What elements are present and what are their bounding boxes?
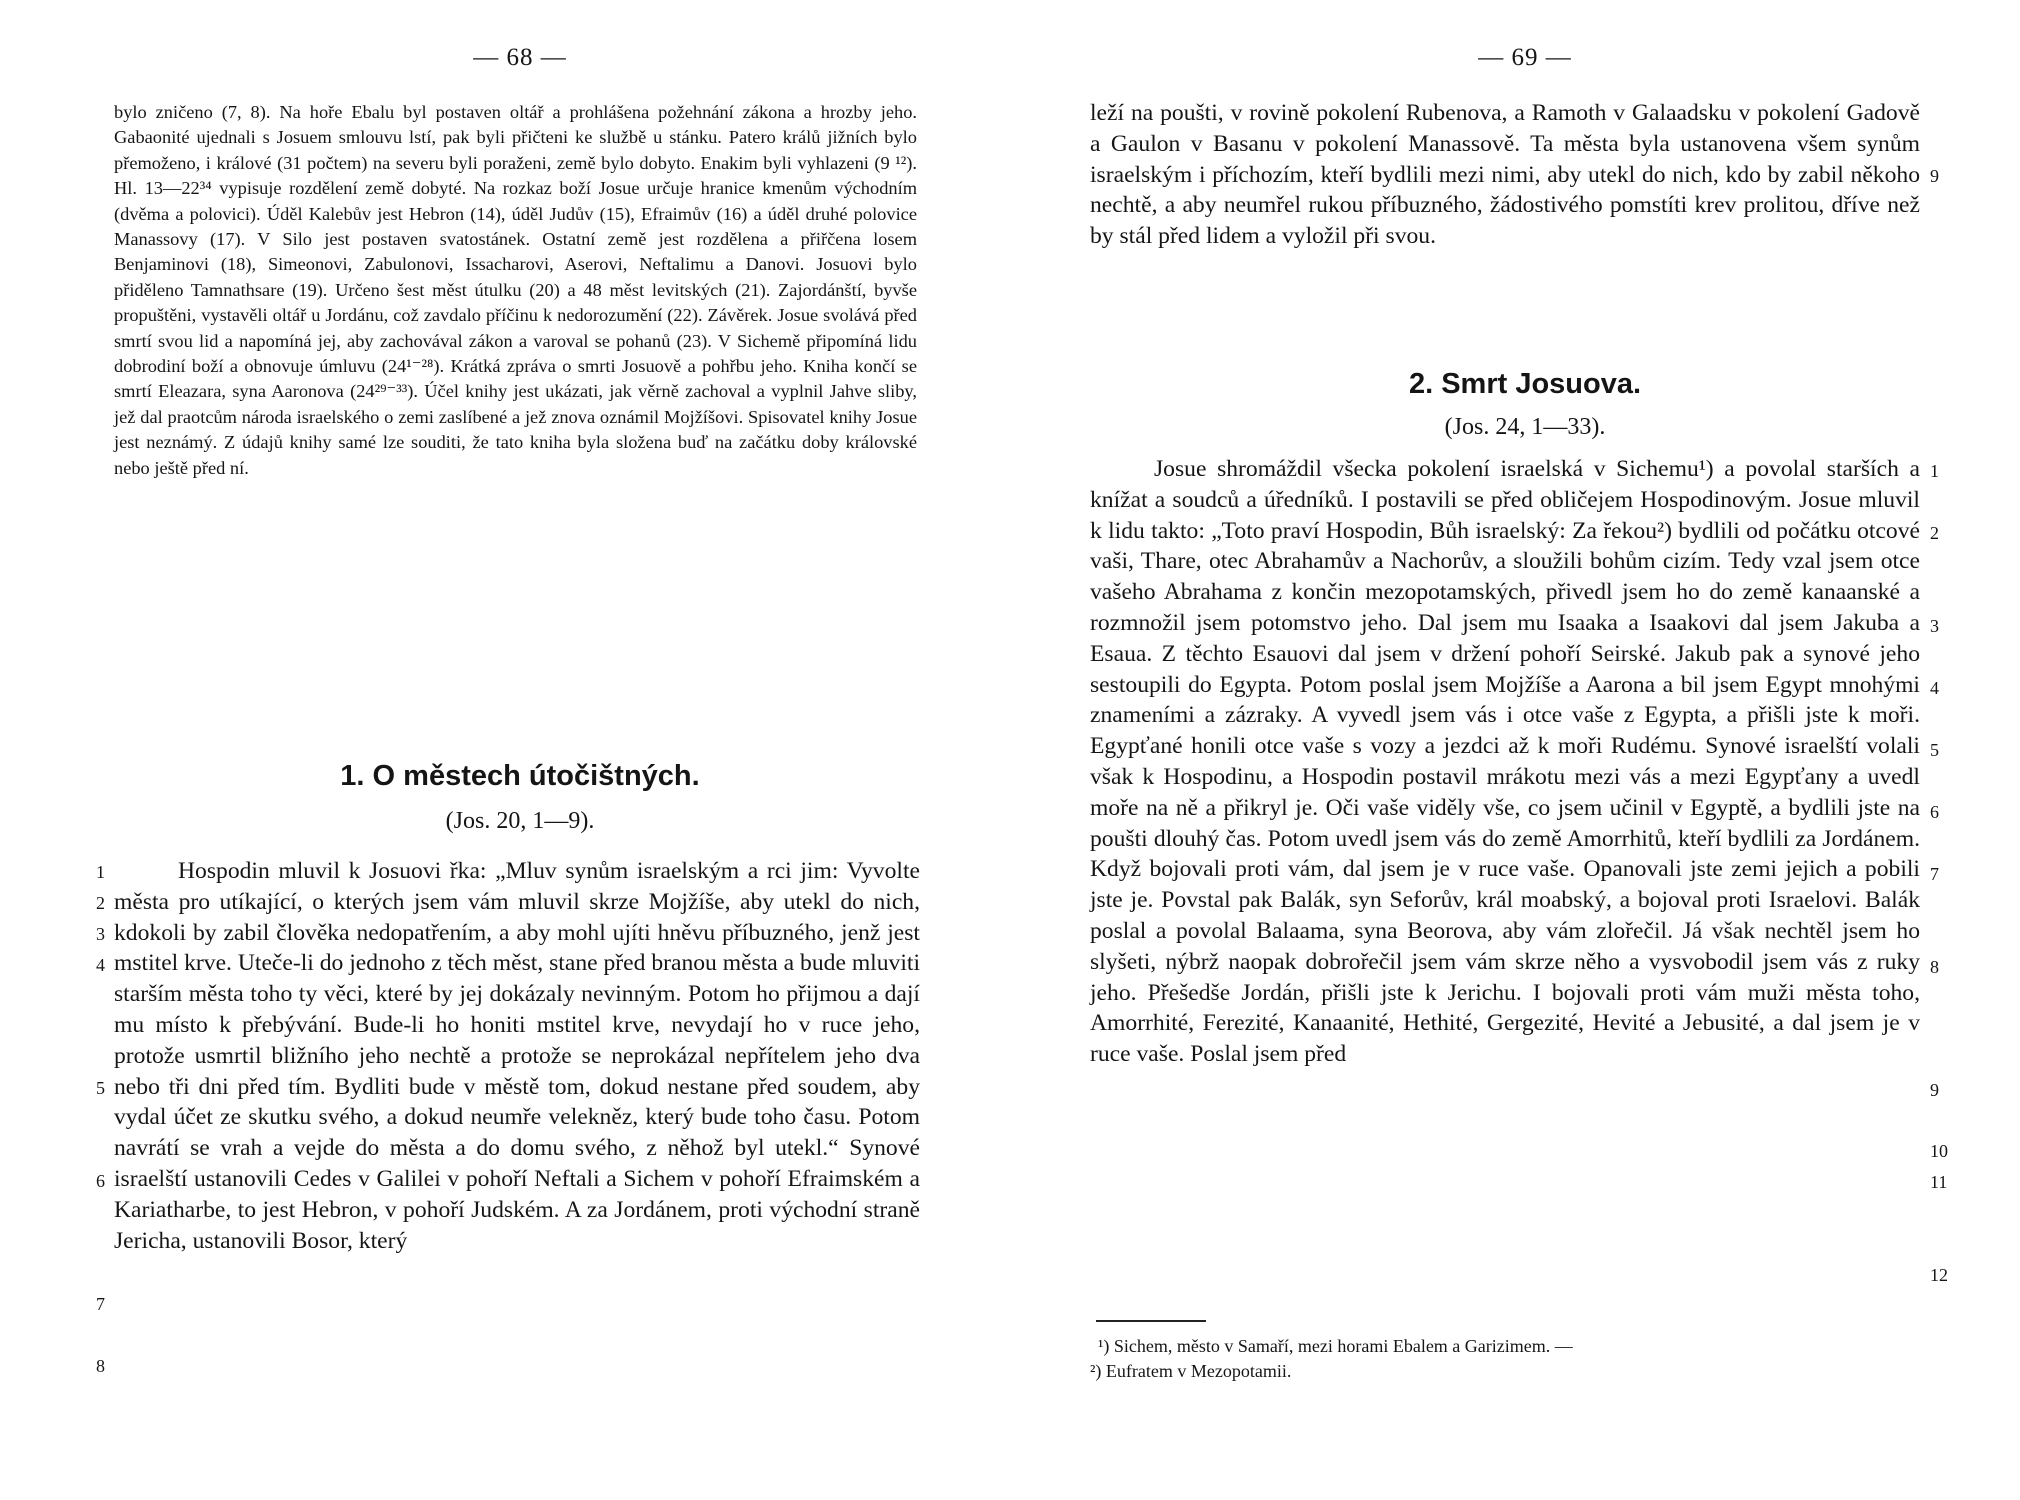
page-number: — 69 — [1478, 44, 1572, 71]
verse-number: 3 [96, 924, 105, 944]
verse-number: 4 [96, 955, 105, 975]
verse-number: 7 [96, 1294, 105, 1314]
chapter-text [1090, 454, 1920, 1070]
chapter-text-content: Josue shromáždil všecka pokolení israelská v Sichemu¹) a povolal starších a knížat a soudců a úředníků. I postavili se před obličejem Hospodinovým. Josue mluvil k lidu takto: „Toto praví Hospodin, Bůh israelský: Za řekou²) bydlili od počátku otcové vaši, Thare, otec Abrahamův a Nachorův, a sloužili bohům cizím. Tedy vzal jsem otce vašeho Abrahama z končin mezopotamských, přivedl jsem ho do země kanaanské a rozmnožil jsem potomstvo jeho. Dal jsem mu Isaaka a Isaakovi dal jsem Jakuba a Esaua. Z těchto Esauovi dal jsem v držení pohoří Seirské. Jakub pak a synové jeho sestoupili do Egypta. Potom poslal jsem Mojžíše a Aarona a bil jsem Egypt mnohými znameními a zázraky. A vyvedl jsem vás i otce vaše z Egypta, a přišli jste k moři. Egypťané honili otce vaše s vozy a jezdci až k moři Rudému. Synové israelští volali však k Hospodinu, a Hospodin postavil mrákotu mezi vás a mezi Egypťany a uvedl moře na ně a přikryl je. Oči vaše viděly vše, co jsem učinil v Egyptě, a bydlili jste na poušti dlouhý čas. Potom uvedl jsem vás do země Amorrhitů, kteří bydlili za Jordánem. Když bojovali proti vám, dal jsem je v ruce vaše. Opanovali jste zemi jejich a pobili jste je. Povstal pak Balák, syn Seforův, král moabský, a bojoval proti Israelovi. Balák poslal a povolal Balaama, syna Beorova, aby vám zlořečil. Já však nechtěl jsem ho slyšeti, nýbrž naopak dobrořečil jsem vám skrze něho a vysvobodil jsem vás z ruky jeho. Přešedše Jordán, přišli jste k Jerichu. I bojovali proti vám muži města toho, Amorrhité, Ferezité, Kanaanité, Hethité, Gergezité, Hevité a Jebusité, a dal jsem je v ruce vaše. Poslal jsem před [1090, 456, 1920, 1068]
verse-number: 4 [1930, 678, 1939, 698]
verse-number: 8 [1930, 957, 1939, 977]
chapter-reference: (Jos. 24, 1—33). [1444, 414, 1606, 440]
verse-number: 10 [1930, 1141, 1948, 1161]
verse-number: 2 [96, 893, 105, 913]
verse-number: 9 [1930, 166, 1939, 186]
chapter-reference: (Jos. 20, 1—9). [445, 808, 595, 834]
footnote: ¹) Sichem, město v Samaří, mezi horami Ebalem a Garizimem. — [1098, 1336, 1573, 1356]
chapter-text [114, 856, 920, 1256]
verse-number: 6 [1930, 802, 1939, 822]
chapter-title: 2. Smrt Josuova. [1408, 368, 1642, 400]
right-page [1090, 0, 1960, 1500]
verse-number: 5 [96, 1078, 105, 1098]
verse-number: 5 [1930, 740, 1939, 760]
verse-number: 2 [1930, 523, 1939, 543]
footnote-rule [1096, 1320, 1206, 1322]
verse-number: 6 [96, 1171, 105, 1191]
verse-number: 1 [1930, 461, 1939, 481]
continued-text: leží na poušti, v rovině pokolení Rubenova, a Ramoth v Galaadsku v pokolení Gadově a Gaulon v Basanu v pokolení Manassově. Ta města byla ustanovena všem synům israelským i příchozím, kteří bydlili mezi nimi, aby utekl do nich, kdo by zabil někoho nechtě, a aby neumřel rukou příbuzného, žádostivého pomstíti krev prolitou, dříve než by stál před lidem a vyložil při svou. [1090, 100, 1920, 250]
book-summary: bylo zničeno (7, 8). Na hoře Ebalu byl postaven oltář a prohlášena požehnání zákona a hrozby jeho. Gabaonité ujednali s Josuem smlouvu lstí, pak byli přičteni ke službě u stánku. Patero králů jižních bylo přemoženo, i králové (31 počtem) na severu byli poraženi, země bylo dobyto. Enakim byli vyhlazeni (9 ¹²). Hl. 13—22³⁴ vypisuje rozdělení země dobyté. Na rozkaz boží Josue určuje hranice kmenům východním (dvěma a polovici). Úděl Kalebův jest Hebron (14), úděl Judův (15), Efraimův (16) a úděl druhé polovice Manassovy (17). V Silo jest postaven svatostánek. Ostatní země jest rozdělena a přiřčena losem Benjaminovi (18), Simeonovi, Zabulonovi, Issacharovi, Aserovi, Neftalimu a Danovi. Josuovi bylo přiděleno Tamnathsare (19). Určeno šest měst útulku (20) a 48 měst levitských (21). Zajordánští, byvše propuštěni, vystavěli oltář u Jordánu, což zavdalo příčinu k nedorozumění (22). Závěrek. Josue svolává před smrtí svou lid a napomíná jej, aby zachovával zákon a varoval se pohanů (23). V Sichemě připomíná lidu dobrodiní boží a obnovuje úmluvu (24¹⁻²⁸). Krátká zpráva o smrti Josuově a pohřbu jeho. Kniha končí se smrtí Eleazara, syna Aaronova (24²⁹⁻³³). Účel knihy jest ukázati, jak věrně zachoval a vyplnil Jahve sliby, jež dal praotcům národa israelského o zemi zaslíbené a jež znova oznámil Mojžíšovi. Spisovatel knihy Josue jest neznámý. Z údajů knihy samé lze souditi, že tato kniha byla složena buď na začátku doby královské nebo ještě před ní. [114, 102, 917, 478]
verse-number: 3 [1930, 616, 1939, 636]
verse-number: 12 [1930, 1265, 1948, 1285]
verse-number: 1 [96, 862, 105, 882]
left-page [90, 0, 950, 1500]
page-number: — 68 — [473, 44, 567, 71]
chapter-title: 1. O městech útočištných. [340, 760, 700, 792]
chapter-text-content: Hospodin mluvil k Josuovi řka: „Mluv synům israelským a rci jim: Vyvolte města pro utíkající, o kterých jsem vám mluvil skrze Mojžíše, aby utekl do nich, kdokoli by zabil člověka nedopatřením, a aby mohl ujíti hněvu příbuzného, jenž jest mstitel krve. Uteče-li do jednoho z těch měst, stane před branou města a bude mluviti starším města toho ty věci, které by jej dokázaly nevinným. Potom ho přijmou a dají mu místo k přebývání. Bude-li ho honiti mstitel krve, nevydají ho v ruce jeho, protože usmrtil bližního jeho nechtě a protože se neprokázal nepřítelem jeho dva nebo tři dni před tím. Bydliti bude v městě tom, dokud nestane před soudem, aby vydal účet ze skutku svého, a dokud neumře velekněz, který bude toho času. Potom navrátí se vrah a vejde do města a do domu svého, z něhož byl utekl.“ Synové israelští ustanovili Cedes v Galilei v pohoří Neftali a Sichem v pohoří Efraimském a Kariatharbe, to jest Hebron, v pohoří Judském. A za Jordánem, proti východní straně Jericha, ustanovili Bosor, který [114, 858, 920, 1254]
footnotes [1090, 1334, 1920, 1384]
footnote: ²) Eufratem v Mezopotamii. [1090, 1361, 1292, 1381]
verse-number: 8 [96, 1356, 105, 1376]
verse-number: 9 [1930, 1080, 1939, 1100]
verse-number: 11 [1930, 1172, 1948, 1192]
verse-number: 7 [1930, 864, 1939, 884]
